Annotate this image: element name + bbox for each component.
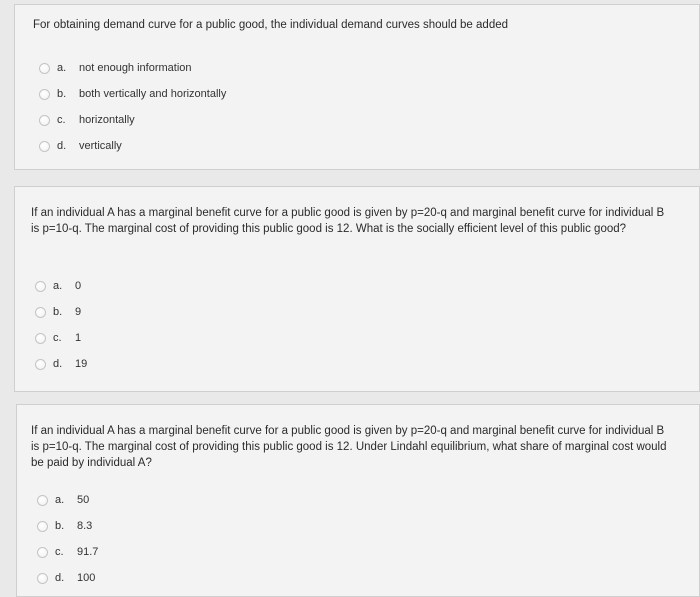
answer-option-c[interactable] — [35, 325, 87, 351]
radio-button[interactable] — [39, 115, 50, 126]
answer-option-b[interactable] — [37, 513, 98, 539]
answer-option-c[interactable] — [37, 539, 98, 565]
radio-button[interactable] — [35, 333, 46, 344]
radio-button[interactable] — [35, 281, 46, 292]
answer-options — [37, 487, 98, 591]
answer-option-d[interactable] — [37, 565, 98, 591]
answer-option-c[interactable] — [39, 107, 226, 133]
option-label: 9 — [75, 306, 82, 318]
option-letter: c. — [55, 546, 64, 558]
radio-button[interactable] — [39, 63, 50, 74]
radio-button[interactable] — [35, 307, 46, 318]
option-letter: d. — [57, 140, 67, 152]
option-letter: a. — [55, 494, 65, 506]
option-label: 8.3 — [77, 520, 93, 532]
answer-options — [35, 273, 87, 377]
option-label: horizontally — [79, 114, 135, 126]
option-letter: b. — [55, 520, 65, 532]
option-letter: d. — [53, 358, 63, 370]
radio-button[interactable] — [37, 495, 48, 506]
question-card-1 — [14, 4, 700, 170]
option-label: 50 — [77, 494, 90, 506]
option-letter: c. — [53, 332, 62, 344]
question-card-2 — [14, 186, 700, 392]
answer-option-b[interactable] — [35, 299, 87, 325]
option-label: 0 — [75, 280, 82, 292]
radio-button[interactable] — [39, 141, 50, 152]
option-label: 1 — [75, 332, 82, 344]
answer-option-a[interactable] — [37, 487, 98, 513]
option-letter: b. — [53, 306, 63, 318]
option-label: not enough information — [79, 62, 192, 74]
radio-button[interactable] — [37, 573, 48, 584]
option-label: both vertically and horizontally — [79, 88, 227, 100]
option-label: 19 — [75, 358, 88, 370]
answer-option-a[interactable] — [39, 55, 226, 81]
answer-option-a[interactable] — [35, 273, 87, 299]
radio-button[interactable] — [39, 89, 50, 100]
answer-option-d[interactable] — [39, 133, 226, 159]
question-card-3 — [16, 404, 700, 597]
answer-options — [39, 55, 226, 159]
question-text: For obtaining demand curve for a public good, the individual demand curves should be added — [33, 19, 509, 31]
option-label: 100 — [77, 572, 96, 584]
option-label: 91.7 — [77, 546, 99, 558]
radio-button[interactable] — [35, 359, 46, 370]
radio-button[interactable] — [37, 521, 48, 532]
radio-button[interactable] — [37, 547, 48, 558]
question-text: If an individual A has a marginal benefit curve for a public good is given by p=20-q and marginal benefit curve for individual B is p=10-q. The marginal cost of providing this public good is 12. Under Lindahl equilibrium, what share of marginal cost would be paid by individual A? — [31, 425, 667, 469]
option-letter: d. — [55, 572, 65, 584]
answer-option-b[interactable] — [39, 81, 226, 107]
option-letter: b. — [57, 88, 67, 100]
option-label: vertically — [79, 140, 122, 152]
answer-option-d[interactable] — [35, 351, 87, 377]
question-text: If an individual A has a marginal benefit curve for a public good is given by p=20-q and marginal benefit curve for individual B is p=10-q. The marginal cost of providing this public good is 12. What is the socially efficient level of this public good? — [31, 207, 665, 235]
option-letter: a. — [53, 280, 63, 292]
option-letter: c. — [57, 114, 66, 126]
option-letter: a. — [57, 62, 67, 74]
